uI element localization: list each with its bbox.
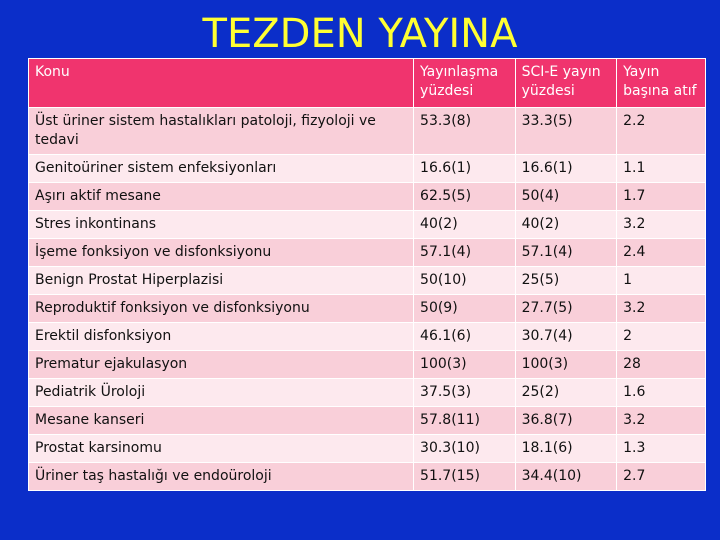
header-scie-rate: SCI-E yayın yüzdesi — [515, 59, 617, 108]
cell-publication-rate: 37.5(3) — [414, 379, 516, 407]
table-row — [29, 379, 706, 407]
cell-scie-rate: 27.7(5) — [515, 295, 617, 323]
cell-publication-rate: 40(2) — [414, 211, 516, 239]
cell-topic: Pediatrik Üroloji — [29, 379, 414, 407]
cell-citations: 2.2 — [617, 108, 706, 155]
cell-scie-rate: 40(2) — [515, 211, 617, 239]
cell-citations: 1.3 — [617, 435, 706, 463]
table-header-row — [29, 59, 706, 108]
cell-publication-rate: 46.1(6) — [414, 323, 516, 351]
cell-citations: 2.7 — [617, 463, 706, 491]
cell-citations: 1 — [617, 267, 706, 295]
cell-publication-rate: 16.6(1) — [414, 155, 516, 183]
header-citations-per-pub: Yayın başına atıf — [617, 59, 706, 108]
table-row — [29, 295, 706, 323]
cell-topic: Üst üriner sistem hastalıkları patoloji, fizyoloji ve tedavi — [29, 108, 414, 155]
cell-topic: Genitoüriner sistem enfeksiyonları — [29, 155, 414, 183]
cell-topic: Reproduktif fonksiyon ve disfonksiyonu — [29, 295, 414, 323]
cell-scie-rate: 36.8(7) — [515, 407, 617, 435]
cell-citations: 1.6 — [617, 379, 706, 407]
cell-citations: 2.4 — [617, 239, 706, 267]
cell-scie-rate: 50(4) — [515, 183, 617, 211]
cell-topic: Prostat karsinomu — [29, 435, 414, 463]
cell-topic: Mesane kanseri — [29, 407, 414, 435]
cell-publication-rate: 51.7(15) — [414, 463, 516, 491]
header-topic: Konu — [29, 59, 414, 108]
table-row — [29, 435, 706, 463]
cell-publication-rate: 53.3(8) — [414, 108, 516, 155]
cell-topic: Stres inkontinans — [29, 211, 414, 239]
cell-topic: Benign Prostat Hiperplazisi — [29, 267, 414, 295]
cell-citations: 2 — [617, 323, 706, 351]
cell-scie-rate: 30.7(4) — [515, 323, 617, 351]
table-row — [29, 155, 706, 183]
cell-publication-rate: 57.1(4) — [414, 239, 516, 267]
cell-citations: 1.7 — [617, 183, 706, 211]
cell-citations: 1.1 — [617, 155, 706, 183]
results-table-container — [28, 58, 706, 491]
results-table — [28, 58, 706, 491]
cell-scie-rate: 18.1(6) — [515, 435, 617, 463]
cell-topic: İşeme fonksiyon ve disfonksiyonu — [29, 239, 414, 267]
cell-publication-rate: 50(9) — [414, 295, 516, 323]
cell-citations: 3.2 — [617, 407, 706, 435]
slide-title: TEZDEN YAYINA — [202, 11, 518, 57]
cell-publication-rate: 50(10) — [414, 267, 516, 295]
cell-scie-rate: 57.1(4) — [515, 239, 617, 267]
cell-publication-rate: 62.5(5) — [414, 183, 516, 211]
cell-citations: 3.2 — [617, 211, 706, 239]
cell-publication-rate: 100(3) — [414, 351, 516, 379]
cell-topic: Aşırı aktif mesane — [29, 183, 414, 211]
cell-topic: Erektil disfonksiyon — [29, 323, 414, 351]
cell-scie-rate: 34.4(10) — [515, 463, 617, 491]
cell-publication-rate: 57.8(11) — [414, 407, 516, 435]
table-row — [29, 183, 706, 211]
table-row — [29, 211, 706, 239]
table-row — [29, 351, 706, 379]
table-row — [29, 239, 706, 267]
cell-scie-rate: 25(5) — [515, 267, 617, 295]
table-row — [29, 407, 706, 435]
cell-scie-rate: 100(3) — [515, 351, 617, 379]
cell-scie-rate: 33.3(5) — [515, 108, 617, 155]
cell-publication-rate: 30.3(10) — [414, 435, 516, 463]
header-publication-rate: Yayınlaşma yüzdesi — [414, 59, 516, 108]
table-row — [29, 463, 706, 491]
table-row — [29, 323, 706, 351]
cell-topic: Üriner taş hastalığı ve endoüroloji — [29, 463, 414, 491]
cell-citations: 3.2 — [617, 295, 706, 323]
cell-topic: Prematur ejakulasyon — [29, 351, 414, 379]
table-row — [29, 267, 706, 295]
cell-scie-rate: 25(2) — [515, 379, 617, 407]
cell-citations: 28 — [617, 351, 706, 379]
cell-scie-rate: 16.6(1) — [515, 155, 617, 183]
table-row — [29, 108, 706, 155]
